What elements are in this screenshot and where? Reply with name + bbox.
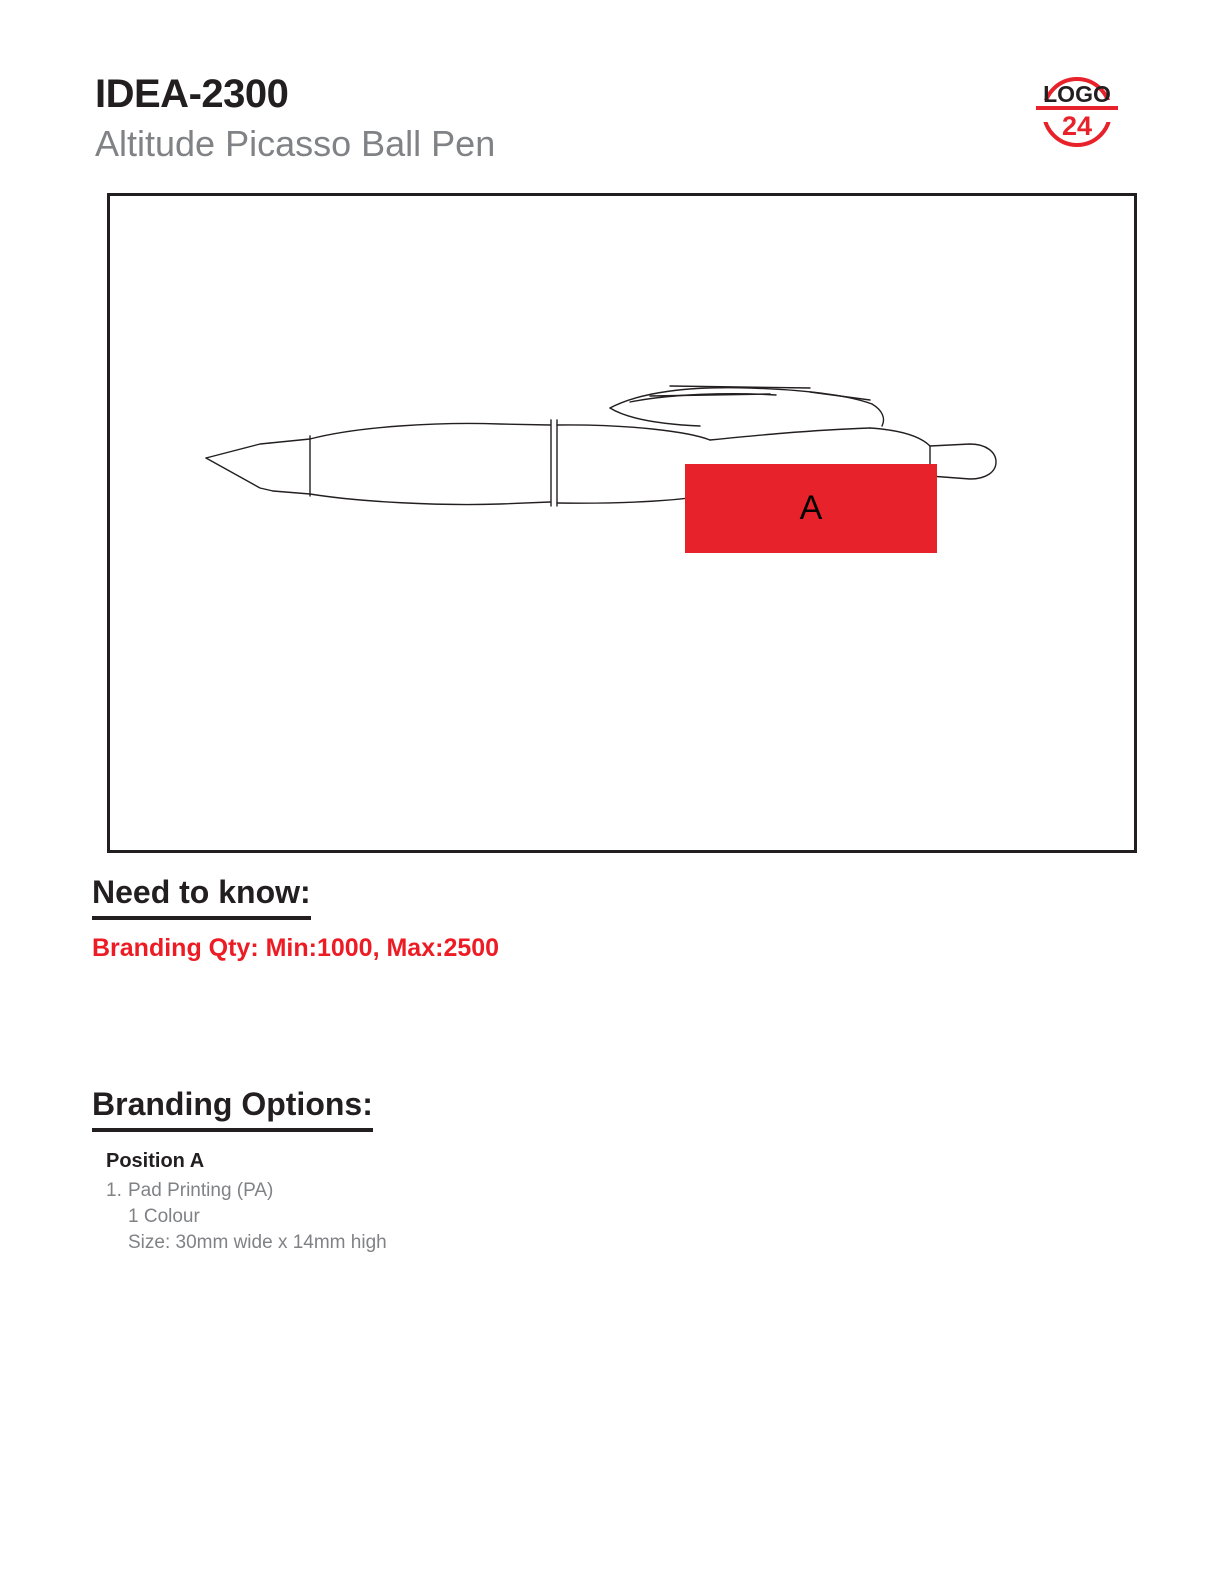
position-a-title: Position A <box>106 1150 205 1172</box>
option-colours: 1 Colour <box>128 1206 200 1227</box>
branding-qty-text: Branding Qty: Min:1000, Max:2500 <box>92 934 500 962</box>
product-name: Altitude Picasso Ball Pen <box>95 123 496 164</box>
svg-text:LOGO: LOGO <box>1043 81 1111 107</box>
branding-option-item <box>106 1178 806 1204</box>
document-header <box>95 70 1130 166</box>
branding-position-a-label: A <box>799 489 823 527</box>
branding-options-list <box>106 1148 806 1256</box>
branding-position-a-area <box>685 464 937 553</box>
artwork-frame <box>107 193 1137 853</box>
option-number: 1. <box>106 1180 122 1201</box>
pen-illustration <box>110 196 1134 850</box>
need-to-know-heading: Need to know: <box>92 874 311 920</box>
svg-text:24: 24 <box>1061 111 1093 141</box>
option-size: Size: 30mm wide x 14mm high <box>128 1232 387 1253</box>
option-method: Pad Printing (PA) <box>128 1180 274 1201</box>
logo24-logo <box>1022 72 1132 150</box>
product-code: IDEA-2300 <box>95 72 289 116</box>
branding-options-heading: Branding Options: <box>92 1086 373 1132</box>
